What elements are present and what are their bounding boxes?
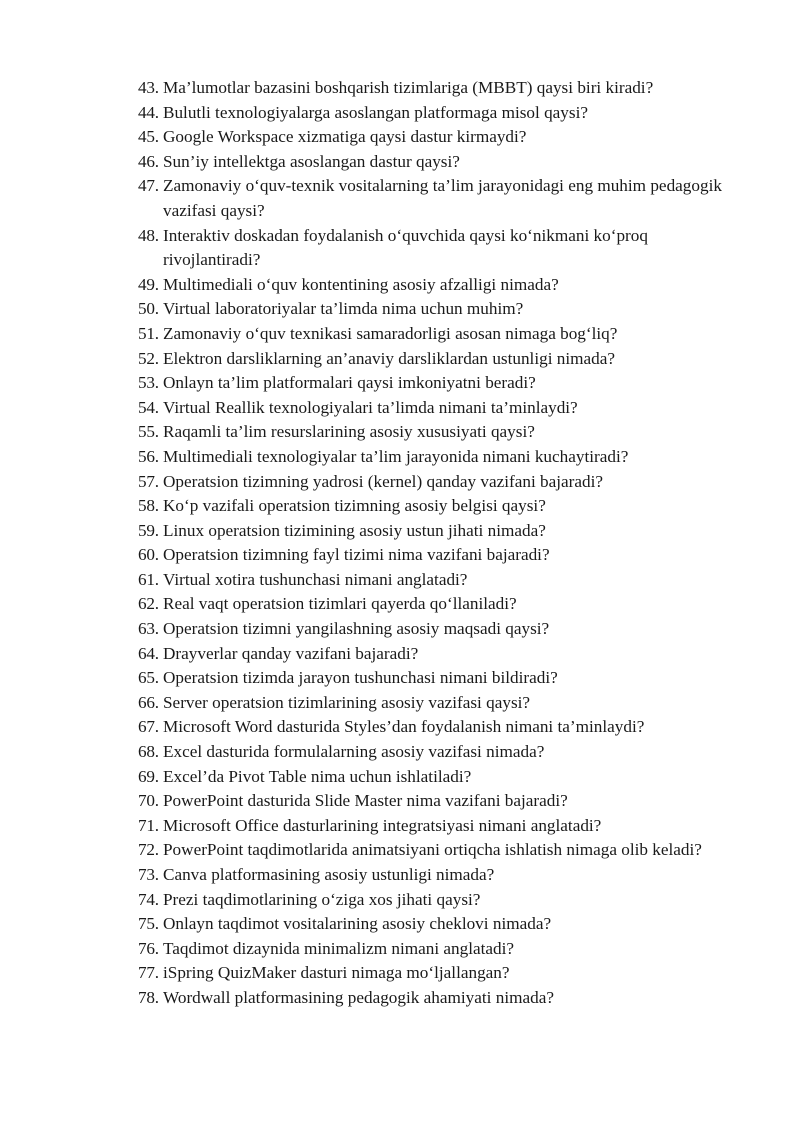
question-number: 46. — [138, 151, 159, 171]
question-number: 66. — [138, 692, 159, 712]
question-number: 49. — [138, 274, 159, 294]
question-number: 63. — [138, 619, 159, 639]
question-text: Server operatsion tizimlarining asosiy vazifasi qaysi? — [163, 692, 531, 712]
question-item — [138, 76, 738, 101]
question-text: Prezi taqdimotlarining o‘ziga xos jihati qaysi? — [163, 889, 481, 909]
question-item — [138, 396, 738, 421]
question-item — [138, 814, 738, 839]
question-item — [138, 937, 738, 962]
question-item — [138, 224, 738, 273]
question-text: Drayverlar qanday vazifani bajaradi? — [163, 643, 419, 663]
question-text: Bulutli texnologiyalarga asoslangan platformaga misol qaysi? — [163, 102, 588, 122]
question-item — [138, 715, 738, 740]
question-text: Zamonaviy o‘quv texnikasi samaradorligi asosan nimaga bog‘liq? — [163, 323, 618, 343]
question-number: 59. — [138, 520, 159, 540]
question-number: 51. — [138, 323, 159, 343]
question-text: Operatsion tizimni yangilashning asosiy maqsadi qaysi? — [163, 619, 550, 639]
question-number: 62. — [138, 594, 159, 614]
question-number: 50. — [138, 299, 159, 319]
question-number: 68. — [138, 742, 159, 762]
question-item — [138, 838, 738, 863]
question-item — [138, 445, 738, 470]
question-number: 69. — [138, 766, 159, 786]
question-number: 71. — [138, 815, 159, 835]
question-number: 57. — [138, 471, 159, 491]
question-text: Wordwall platformasining pedagogik ahamiyati nimada? — [163, 987, 554, 1007]
question-text: Onlayn ta’lim platformalari qaysi imkoniyatni beradi? — [163, 373, 536, 393]
question-text: Multimediali o‘quv kontentining asosiy afzalligi nimada? — [163, 274, 559, 294]
question-number: 44. — [138, 102, 159, 122]
question-text: PowerPoint dasturida Slide Master nima vazifani bajaradi? — [163, 791, 568, 811]
question-number: 78. — [138, 987, 159, 1007]
question-item — [138, 912, 738, 937]
question-item — [138, 174, 738, 223]
question-text: Virtual laboratoriyalar ta’limda nima uchun muhim? — [163, 299, 524, 319]
question-item — [138, 543, 738, 568]
question-item — [138, 322, 738, 347]
question-text: Taqdimot dizaynida minimalizm nimani anglatadi? — [163, 938, 515, 958]
question-text: Operatsion tizimning yadrosi (kernel) qanday vazifani bajaradi? — [163, 471, 604, 491]
question-text: Real vaqt operatsion tizimlari qayerda qo‘llaniladi? — [163, 594, 517, 614]
question-text: Microsoft Word dasturida Styles’dan foydalanish nimani ta’minlaydi? — [163, 717, 645, 737]
question-item — [138, 150, 738, 175]
question-item — [138, 617, 738, 642]
question-number: 55. — [138, 422, 159, 442]
question-item — [138, 691, 738, 716]
question-item — [138, 592, 738, 617]
question-text: Raqamli ta’lim resurslarining asosiy xususiyati qaysi? — [163, 422, 535, 442]
question-text: Virtual xotira tushunchasi nimani anglatadi? — [163, 569, 468, 589]
question-item — [138, 297, 738, 322]
question-text: Ma’lumotlar bazasini boshqarish tizimlariga (MBBT) qaysi biri kiradi? — [163, 78, 654, 97]
question-text: Linux operatsion tizimining asosiy ustun jihati nimada? — [163, 520, 546, 540]
question-text: Google Workspace xizmatiga qaysi dastur kirmaydi? — [163, 127, 527, 147]
question-item — [138, 740, 738, 765]
question-text: PowerPoint taqdimotlarida animatsiyani ortiqcha ishlatish nimaga olib keladi? — [163, 840, 702, 860]
question-list — [138, 76, 738, 1011]
question-number: 56. — [138, 446, 159, 466]
question-number: 74. — [138, 889, 159, 909]
question-item — [138, 125, 738, 150]
question-number: 77. — [138, 963, 159, 983]
question-text: Canva platformasining asosiy ustunligi nimada? — [163, 865, 495, 884]
question-number: 48. — [138, 225, 159, 245]
question-item — [138, 863, 738, 888]
question-number: 52. — [138, 348, 159, 368]
question-number: 43. — [138, 78, 159, 97]
question-number: 60. — [138, 545, 159, 565]
question-text: Ko‘p vazifali operatsion tizimning asosiy belgisi qaysi? — [163, 496, 546, 516]
question-text: Multimediali texnologiyalar ta’lim jarayonida nimani kuchaytiradi? — [163, 446, 629, 466]
question-number: 54. — [138, 397, 159, 417]
question-number: 72. — [138, 840, 159, 860]
question-number: 70. — [138, 791, 159, 811]
question-item — [138, 789, 738, 814]
question-item — [138, 765, 738, 790]
question-text: Onlayn taqdimot vositalarining asosiy cheklovi nimada? — [163, 914, 552, 934]
question-item — [138, 420, 738, 445]
question-item — [138, 347, 738, 372]
question-text: Excel’da Pivot Table nima uchun ishlatiladi? — [163, 766, 472, 786]
question-text: Excel dasturida formulalarning asosiy vazifasi nimada? — [163, 742, 545, 762]
question-number: 76. — [138, 938, 159, 958]
question-number: 61. — [138, 569, 159, 589]
question-text: Elektron darsliklarning an’anaviy darsliklardan ustunligi nimada? — [163, 348, 615, 368]
question-number: 75. — [138, 914, 159, 934]
question-number: 53. — [138, 373, 159, 393]
question-number: 67. — [138, 717, 159, 737]
question-text: Microsoft Office dasturlarining integratsiyasi nimani anglatadi? — [163, 815, 602, 835]
question-item — [138, 371, 738, 396]
question-item — [138, 568, 738, 593]
question-text: iSpring QuizMaker dasturi nimaga mo‘ljallangan? — [163, 963, 510, 983]
question-item — [138, 642, 738, 667]
question-text: Sun’iy intellektga asoslangan dastur qaysi? — [163, 151, 460, 171]
question-text: Operatsion tizimda jarayon tushunchasi nimani bildiradi? — [163, 668, 558, 688]
question-number: 73. — [138, 865, 159, 884]
question-item — [138, 494, 738, 519]
question-item — [138, 519, 738, 544]
question-number: 64. — [138, 643, 159, 663]
question-text: Zamonaviy o‘quv-texnik vositalarning ta’lim jarayonidagi eng muhim pedagogik vazifasi qaysi? — [163, 176, 722, 220]
question-item — [138, 273, 738, 298]
question-item — [138, 961, 738, 986]
question-text: Operatsion tizimning fayl tizimi nima vazifani bajaradi? — [163, 545, 550, 565]
question-item — [138, 101, 738, 126]
question-item — [138, 666, 738, 691]
question-number: 45. — [138, 127, 159, 147]
question-number: 58. — [138, 496, 159, 516]
question-item — [138, 470, 738, 495]
question-number: 47. — [138, 176, 159, 196]
question-item — [138, 888, 738, 913]
question-item — [138, 986, 738, 1011]
question-text: Virtual Reallik texnologiyalari ta’limda nimani ta’minlaydi? — [163, 397, 578, 417]
question-number: 65. — [138, 668, 159, 688]
question-text: Interaktiv doskadan foydalanish o‘quvchida qaysi ko‘nikmani ko‘proq rivojlantiradi? — [163, 225, 648, 270]
